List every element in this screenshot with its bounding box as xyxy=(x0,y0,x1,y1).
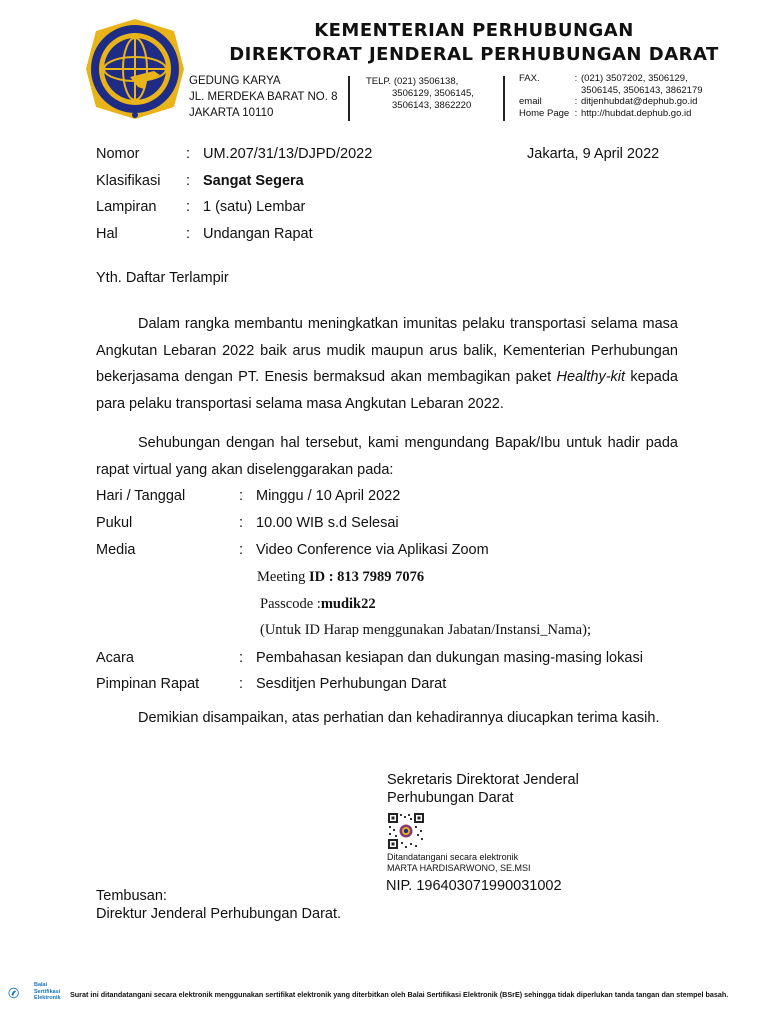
homepage-label: Home Page xyxy=(519,107,570,119)
telephone-block xyxy=(366,76,474,112)
kemenhub-logo-icon xyxy=(84,17,186,121)
office-address xyxy=(189,73,337,121)
tembusan-block xyxy=(96,887,341,923)
bsre-logo-icon xyxy=(8,980,34,1006)
signatory-nip: NIP. 196403071990031002 xyxy=(386,878,562,894)
pimpinan-value: Sesditjen Perhubungan Darat xyxy=(256,676,447,692)
passcode-value: mudik22 xyxy=(320,596,376,612)
hari-label: Hari / Tanggal xyxy=(96,488,186,504)
hari-value: Minggu / 10 April 2022 xyxy=(256,488,401,504)
lampiran-label: Lampiran xyxy=(96,199,157,215)
healthy-kit-term: Healthy-kit xyxy=(556,369,626,385)
signature-qr-icon xyxy=(387,812,425,850)
signatory-name: MARTA HARDISARWONO, SE.MSI xyxy=(387,863,531,873)
bsre-label: Balai Sertifikasi Elektronik xyxy=(34,982,61,1001)
address-line: GEDUNG KARYA xyxy=(189,75,281,87)
passcode-line: Passcode :mudik22 xyxy=(260,596,376,612)
telp-line: TELP. (021) 3506138, xyxy=(366,76,459,87)
tembusan-label: Tembusan: xyxy=(96,888,167,904)
pimpinan-label: Pimpinan Rapat xyxy=(96,676,200,692)
address-line: JAKARTA 10110 xyxy=(189,107,274,119)
signatory-title: Sekretaris Direktorat Jenderal Perhubungan Darat xyxy=(387,772,579,806)
ministry-title: KEMENTERIAN PERHUBUNGAN xyxy=(314,20,634,41)
meeting-id: ID : 813 7989 7076 xyxy=(308,569,425,585)
hal-value: Undangan Rapat xyxy=(203,226,313,242)
hal-label: Hal xyxy=(96,226,118,242)
divider xyxy=(503,76,505,121)
letter-date: Jakarta, 9 April 2022 xyxy=(527,146,660,162)
nomor-label: Nomor xyxy=(96,146,140,162)
footer-disclaimer: Surat ini ditandatangani secara elektronik menggunakan sertifikat elektronik yang diterbitkan oleh Balai Sertifikasi Elektronik (BSrE) sehingga tidak diperlukan tanda tangan dan stempel basah. xyxy=(70,990,729,999)
contact-block: FAX. : (021) 3507202, 3506129, 3506145, 3506143, 3862179 email : ditjenhubdat@dephub.go.id Home Page : http://hubdat.dephub.go.id xyxy=(519,73,721,119)
tembusan-item: Direktur Jenderal Perhubungan Darat. xyxy=(96,906,342,922)
divider xyxy=(348,76,350,121)
email-label: email xyxy=(519,96,542,107)
meeting-id-line: Meeting ID : 813 7989 7076 xyxy=(257,569,425,585)
lampiran-value: 1 (satu) Lembar xyxy=(203,199,306,215)
acara-label: Acara xyxy=(96,650,134,666)
pukul-value: 10.00 WIB s.d Selesai xyxy=(256,515,399,531)
klasifikasi-label: Klasifikasi xyxy=(96,173,161,189)
electronic-signature-note: Ditandatangani secara elektronik MARTA HARDISARWONO, SE.MSI xyxy=(387,852,531,873)
recipient: Yth. Daftar Terlampir xyxy=(96,270,229,286)
paragraph-2: Sehubungan dengan hal tersebut, kami mengundang Bapak/Ibu untuk hadir pada rapat virtual yang akan diselenggarakan pada: xyxy=(96,435,678,478)
address-line: JL. MERDEKA BARAT NO. 8 xyxy=(189,91,338,103)
fax-label: FAX. xyxy=(519,73,540,84)
media-label: Media xyxy=(96,542,136,558)
nomor-value: UM.207/31/13/DJPD/2022 xyxy=(203,146,373,162)
telp-line: 3506143, 3862220 xyxy=(392,100,472,111)
acara-value: Pembahasan kesiapan dan dukungan masing-masing lokasi xyxy=(256,650,643,666)
fax-value-cont: 3506145, 3506143, 3862179 xyxy=(581,84,703,96)
meeting-note: (Untuk ID Harap menggunakan Jabatan/Instansi_Nama); xyxy=(260,622,591,638)
directorate-title: DIREKTORAT JENDERAL PERHUBUNGAN DARAT xyxy=(229,44,719,65)
pukul-label: Pukul xyxy=(96,515,133,531)
homepage-value: http://hubdat.dephub.go.id xyxy=(581,107,692,119)
paragraph-1: Dalam rangka membantu meningkatkan imunitas pelaku transportasi selama masa Angkutan Lebaran 2022 baik arus mudik maupun arus balik, Kementerian Perhubungan bekerjasama dengan PT. Enesis bermaksud akan membagikan paket Healthy-kit kepada para pelaku transportasi selama masa Angkutan Lebaran 2022. xyxy=(96,316,678,412)
email-value: ditjenhubdat@dephub.go.id xyxy=(581,96,698,107)
fax-value: (021) 3507202, 3506129, xyxy=(581,73,688,84)
closing-sentence: Demikian disampaikan, atas perhatian dan kehadirannya diucapkan terima kasih. xyxy=(138,710,660,726)
klasifikasi-value: Sangat Segera xyxy=(203,173,304,189)
telp-line: 3506129, 3506145, xyxy=(392,88,474,99)
media-value: Video Conference via Aplikasi Zoom xyxy=(256,542,489,558)
